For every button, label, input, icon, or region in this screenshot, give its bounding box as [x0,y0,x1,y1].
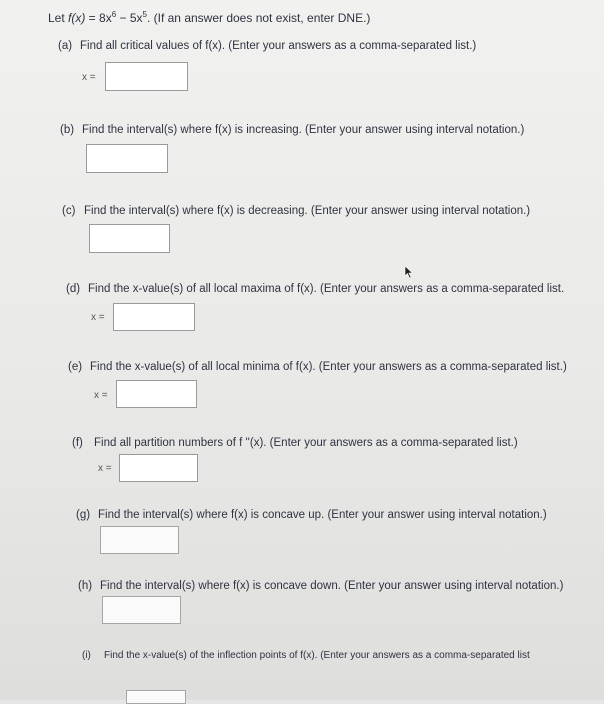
x-equals-label: x = [98,463,112,474]
answer-input-c[interactable] [89,224,170,253]
answer-input-i[interactable] [126,690,186,704]
question-h: (h) Find the interval(s) where f(x) is concave down. (Enter your answer using interval notation.) [78,580,564,592]
answer-input-b[interactable] [86,144,168,173]
answer-input-f[interactable] [119,454,198,482]
problem-statement: Let $f(x) = 8x^6 - 5x^5$. (If an answer does not exist, enter DNE.) [48,10,371,25]
question-c: (c) Find the interval(s) where f(x) is decreasing. (Enter your answer using interval notation.) [62,205,531,217]
x-equals-label: x = [91,312,105,323]
question-e: (e) Find the x-value(s) of all local minima of f(x). (Enter your answers as a comma-separated list.) [68,361,567,373]
answer-input-a[interactable] [105,62,188,91]
answer-input-g[interactable] [100,526,179,554]
answer-input-e[interactable] [116,380,197,408]
question-i: (i) Find the x-value(s) of the inflection points of f(x). (Enter your answers as a comma-separated list [82,650,530,661]
question-b: (b) Find the interval(s) where f(x) is increasing. (Enter your answer using interval notation.) [60,124,525,136]
question-a: (a) Find all critical values of f(x). (Enter your answers as a comma-separated list.) [58,40,477,52]
answer-input-h[interactable] [102,596,181,624]
question-g: (g) Find the interval(s) where f(x) is concave up. (Enter your answer using interval notation.) [76,509,547,521]
question-d: (d) Find the x-value(s) of all local maxima of f(x). (Enter your answers as a comma-separated list. [66,283,565,295]
x-equals-label: x = [94,390,108,401]
question-f: (f) Find all partition numbers of f ''(x). (Enter your answers as a comma-separated list.) [72,437,518,449]
x-equals-label: x = [82,72,96,83]
answer-input-d[interactable] [113,303,195,331]
mouse-cursor-icon [404,265,414,279]
